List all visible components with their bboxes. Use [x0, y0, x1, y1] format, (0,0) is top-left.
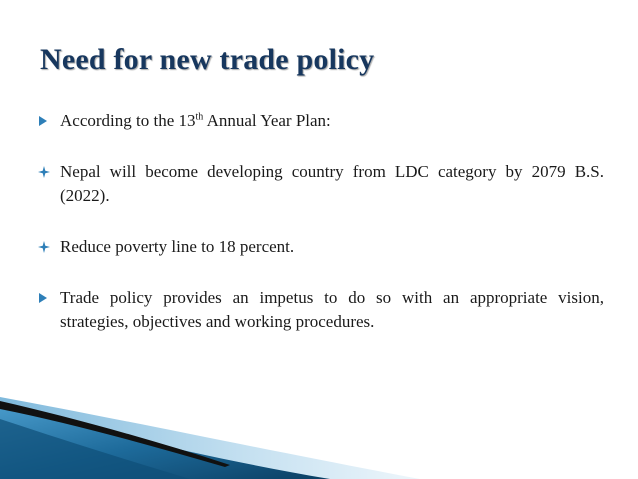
- bullet-text: [60, 109, 604, 133]
- bullet-text: Nepal will become developing country from LDC category by 2079 B.S. (2022).: [60, 162, 604, 205]
- bullet-item-developing-country: [38, 160, 604, 208]
- decorative-swoosh: [0, 389, 638, 479]
- slide-title: Need for new trade policy: [40, 43, 375, 76]
- bullet-item-annual-plan: [38, 109, 604, 133]
- bullet-superscript: th: [195, 111, 204, 123]
- bullet-item-poverty-line: [38, 235, 604, 259]
- diamond-four-point-icon: [38, 160, 60, 184]
- bullet-text: Trade policy provides an impetus to do so with an appropriate vision, strategies, objectives and working procedures.: [60, 288, 604, 331]
- bullet-list: [38, 109, 604, 334]
- bullet-text-part: According to the 13: [60, 111, 196, 130]
- triangle-arrow-icon: [38, 109, 60, 133]
- bullet-text: Reduce poverty line to 18 percent.: [60, 237, 295, 256]
- bullet-text-part: Annual Year Plan:: [203, 111, 331, 130]
- bullet-item-trade-policy: [38, 286, 604, 334]
- triangle-arrow-icon: [38, 286, 60, 310]
- diamond-four-point-icon: [38, 235, 60, 259]
